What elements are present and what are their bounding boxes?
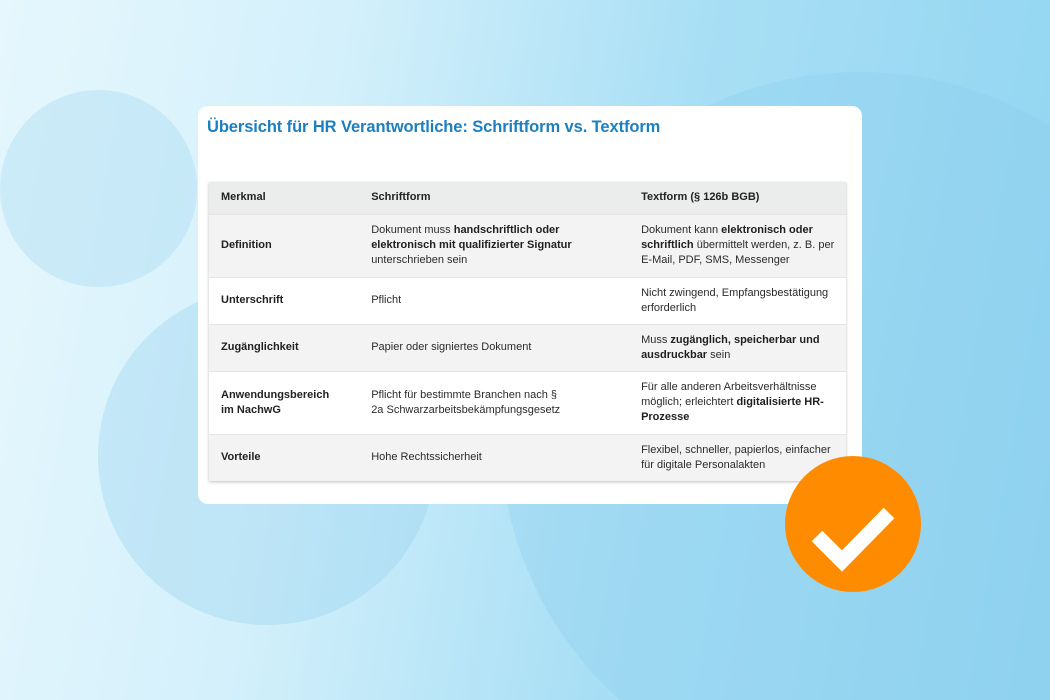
table-row: [209, 371, 846, 434]
cell-textform: Muss zugänglich, speicherbar und ausdruckbar sein: [629, 324, 846, 371]
checkmark-icon: [785, 456, 921, 592]
card-title: Übersicht für HR Verantwortliche: Schriftform vs. Textform: [207, 118, 661, 136]
cell-textform: Flexibel, schneller, papierlos, einfacher für digitale Personalakten: [629, 434, 846, 481]
header-textform: Textform (§ 126b BGB): [629, 182, 846, 214]
header-merkmal: Merkmal: [209, 182, 359, 214]
row-label: Unterschrift: [209, 277, 359, 324]
cell-schriftform: Pflicht für bestimmte Branchen nach § 2a Schwarzarbeitsbekämpfungsgesetz: [359, 371, 629, 434]
comparison-table: [209, 182, 846, 481]
row-label: Vorteile: [209, 434, 359, 481]
table-row: [209, 434, 846, 481]
check-badge: [785, 456, 921, 592]
comparison-card: [198, 106, 862, 504]
table-row: [209, 324, 846, 371]
table-row: [209, 277, 846, 324]
row-label: Zugänglichkeit: [209, 324, 359, 371]
cell-textform: Nicht zwingend, Empfangsbestätigung erforderlich: [629, 277, 846, 324]
row-label: Anwendungsbereich im NachwG: [209, 371, 359, 434]
cell-schriftform: Pflicht: [359, 277, 629, 324]
cell-schriftform: Dokument muss handschriftlich oder elektronisch mit qualifizierter Signatur unterschrieben sein: [359, 214, 629, 277]
table-row: [209, 214, 846, 277]
cell-schriftform: Papier oder signiertes Dokument: [359, 324, 629, 371]
comparison-table-container: [209, 182, 846, 481]
header-schriftform: Schriftform: [359, 182, 629, 214]
background-circle-small: [0, 90, 197, 287]
cell-schriftform: Hohe Rechtssicherheit: [359, 434, 629, 481]
row-label: Definition: [209, 214, 359, 277]
cell-textform: Für alle anderen Arbeitsverhältnisse möglich; erleichtert digitalisierte HR-Prozesse: [629, 371, 846, 434]
cell-textform: Dokument kann elektronisch oder schriftlich übermittelt werden, z. B. per E-Mail, PDF, SMS, Messenger: [629, 214, 846, 277]
table-header-row: [209, 182, 846, 214]
